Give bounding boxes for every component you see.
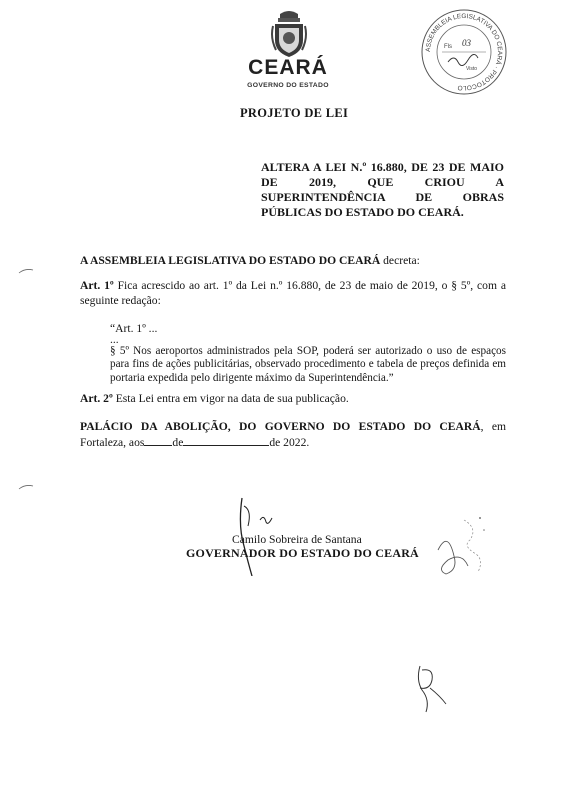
- quote-ellipsis: ...: [110, 333, 119, 346]
- protocol-stamp: [420, 8, 508, 96]
- article-2-label: Art. 2º: [80, 392, 113, 405]
- month-blank: [183, 435, 269, 446]
- logo-wordmark: CEARÁ: [248, 56, 328, 79]
- article-1: [80, 279, 506, 308]
- quote-opening: “Art. 1º ...: [110, 322, 158, 335]
- quote-paragraph: § 5º Nos aeroportos administrados pela SOP, poderá ser autorizado o uso de espaços para fins de ações publicitárias, observado procedimento e tabela de preços definida em portaria expedida pelo dirigente máximo da Superintendência.”: [110, 345, 506, 384]
- signatory-name: Camilo Sobreira de Santana: [232, 533, 362, 546]
- article-2-text: Esta Lei entra em vigor na data de sua publicação.: [112, 392, 349, 405]
- stamp-folha-number: 03: [462, 38, 471, 48]
- initials-mark: [418, 500, 498, 590]
- closing-palace: PALÁCIO DA ABOLIÇÃO, DO GOVERNO DO ESTADO DO CEARÁ: [80, 420, 481, 433]
- closing-de-2: de 2022.: [269, 435, 310, 449]
- article-1-text: Fica acrescido ao art. 1º da Lei n.º 16.880, de 23 de maio de 2019, o § 5º, com a seguinte redação:: [80, 279, 506, 307]
- signatory-role: GOVERNADOR DO ESTADO DO CEARÁ: [186, 546, 419, 560]
- stamp-visto-label: Visto: [466, 66, 478, 72]
- closing-de-1: de: [172, 435, 184, 449]
- stamp-ring-text: ASSEMBLEIA LEGISLATIVA DO CEARÁ · PROTOCOLO: [424, 12, 504, 92]
- margin-mark: [18, 268, 34, 274]
- closing-place: , em Fortaleza, aos: [80, 420, 506, 449]
- article-2: [80, 392, 349, 407]
- document-title: PROJETO DE LEI: [240, 106, 349, 120]
- rubric-mark: [400, 660, 460, 720]
- margin-mark: [18, 484, 34, 490]
- preamble: [80, 254, 420, 269]
- law-ementa: ALTERA A LEI N.º 16.880, DE 23 DE MAIO DE 2019, QUE CRIOU A SUPERINTENDÊNCIA DE OBRAS PÚBLICAS DO ESTADO DO CEARÁ.: [261, 160, 504, 219]
- closing-statement: [80, 420, 506, 450]
- ceara-coat-of-arms-icon: [270, 8, 308, 58]
- day-blank: [144, 435, 172, 446]
- logo-subtitle: GOVERNO DO ESTADO: [247, 82, 329, 89]
- preamble-decree: decreta:: [380, 254, 420, 267]
- article-1-label: Art. 1º: [80, 279, 114, 292]
- stamp-folha-label: Fls: [444, 44, 452, 50]
- preamble-assembly: A ASSEMBLEIA LEGISLATIVA DO ESTADO DO CEARÁ: [80, 254, 381, 267]
